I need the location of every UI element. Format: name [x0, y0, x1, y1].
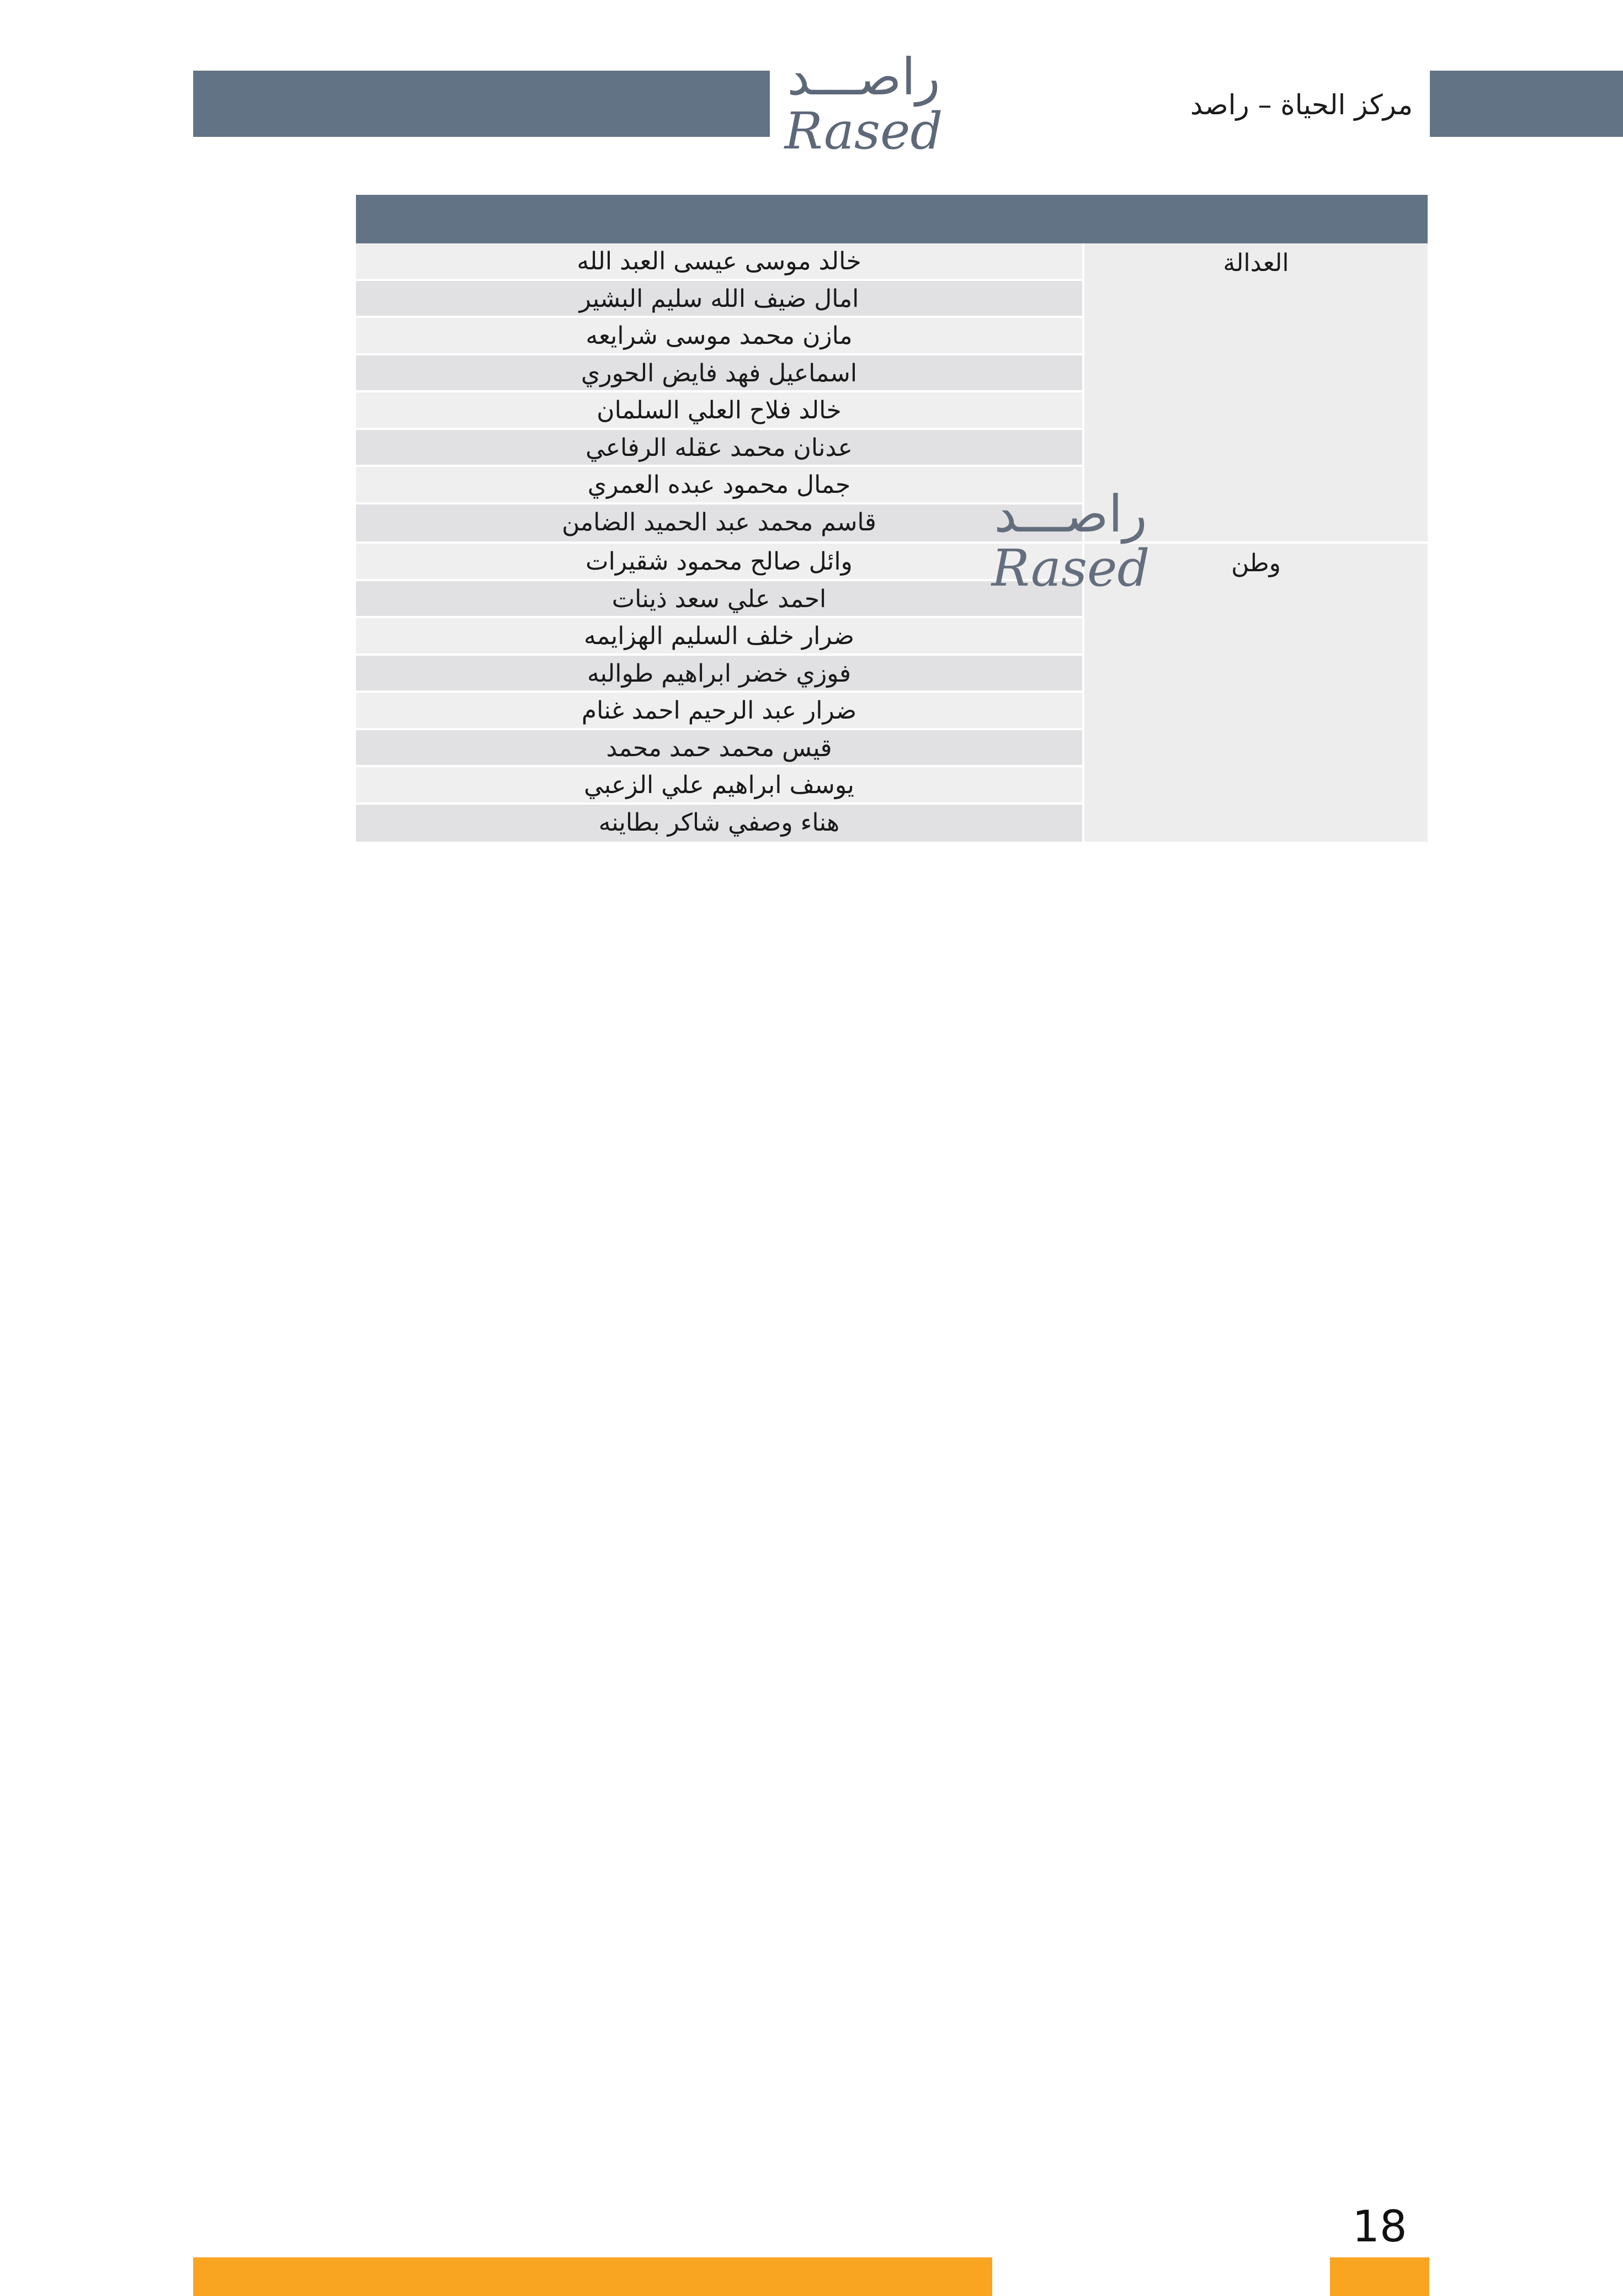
- group-names: [356, 544, 1082, 842]
- members-table: [356, 195, 1428, 844]
- table-row: مازن محمد موسى شرايعه: [356, 318, 1082, 355]
- table-row: يوسف ابراهيم علي الزعبي: [356, 767, 1082, 805]
- footer-bar-left: [193, 2257, 992, 2296]
- table-row: احمد علي سعد ذينات: [356, 581, 1082, 619]
- group-names: [356, 243, 1082, 541]
- rased-watermark: [982, 486, 1159, 597]
- page-number: 18: [1352, 2202, 1407, 2252]
- header-bar-right: [1430, 71, 1623, 137]
- table-row: امال ضيف الله سليم البشير: [356, 281, 1082, 318]
- logo-latin-text: Rased: [784, 102, 943, 161]
- footer-bar-right: [1330, 2257, 1429, 2296]
- table-row: جمال محمود عبده العمري: [356, 467, 1082, 504]
- table-row: اسماعيل فهد فايض الحوري: [356, 355, 1082, 393]
- table-row: وائل صالح محمود شقيرات: [356, 544, 1082, 581]
- table-row: ضرار خلف السليم الهزايمه: [356, 618, 1082, 656]
- table-header-bar: [356, 195, 1428, 243]
- table-row: خالد موسى عيسى العبد الله: [356, 243, 1082, 281]
- table-row: فوزي خضر ابراهيم طوالبه: [356, 656, 1082, 693]
- table-row: هناء وصفي شاكر بطاينه: [356, 805, 1082, 842]
- table-row: عدنان محمد عقله الرفاعي: [356, 430, 1082, 467]
- rased-logo: [775, 49, 952, 160]
- table-row: قيس محمد حمد محمد: [356, 730, 1082, 768]
- logo-arabic-text: راصـــد: [787, 47, 940, 107]
- table-group-watan: [356, 544, 1428, 844]
- table-group-adala: [356, 243, 1428, 544]
- group-label: العدالة: [1082, 243, 1428, 541]
- watermark-arabic-text: راصـــد: [994, 485, 1147, 544]
- watermark-latin-text: Rased: [991, 539, 1150, 598]
- table-row: قاسم محمد عبد الحميد الضامن: [356, 504, 1082, 542]
- table-row: خالد فلاح العلي السلمان: [356, 392, 1082, 430]
- header-bar-left: [193, 71, 770, 137]
- table-row: ضرار عبد الرحيم احمد غنام: [356, 693, 1082, 730]
- group-label: وطن: [1082, 544, 1428, 842]
- header-title: مركز الحياة – راصد: [1190, 89, 1413, 121]
